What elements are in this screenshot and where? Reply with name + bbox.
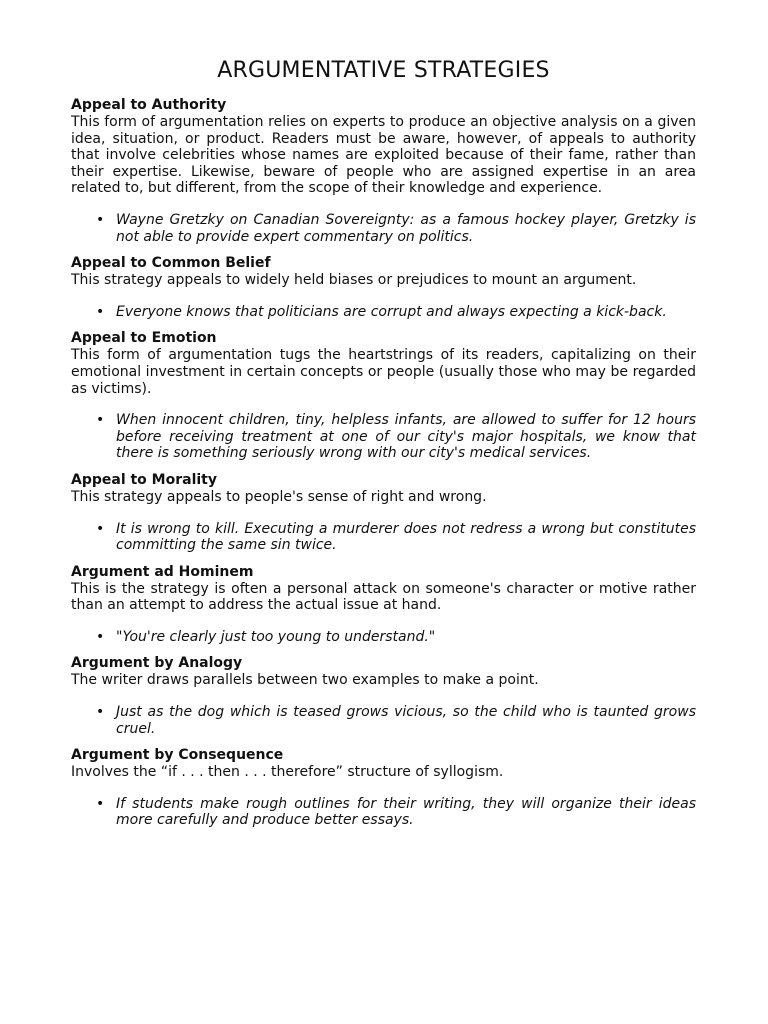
bullet-icon: • bbox=[96, 795, 105, 812]
example-list-item bbox=[71, 521, 696, 554]
section-description: This form of argumentation relies on experts to produce an objective analysis on a given idea, situation, or product. Readers must be aware, however, of appeals to authority that involve celebrities whose names are exploited because of their fame, rather than their expertise. Likewise, beware of people who are assigned expertise in an area related to, but different, from the scope of their knowledge and experience. bbox=[71, 114, 696, 197]
section-description: The writer draws parallels between two examples to make a point. bbox=[71, 672, 539, 689]
bullet-icon: • bbox=[96, 520, 105, 537]
example-text: It is wrong to kill. Executing a murderer does not redress a wrong but constitutes committing the same sin twice. bbox=[116, 520, 696, 554]
section-appeal-to-morality bbox=[71, 472, 696, 554]
section-argument-by-analogy bbox=[71, 655, 696, 737]
section-appeal-to-authority bbox=[71, 97, 696, 245]
bullet-icon: • bbox=[96, 628, 105, 645]
section-argument-ad-hominem bbox=[71, 564, 696, 646]
example-list-item bbox=[71, 304, 696, 321]
section-heading: Argument ad Hominem bbox=[71, 563, 254, 580]
example-list-item bbox=[71, 212, 696, 245]
section-heading: Appeal to Morality bbox=[71, 471, 217, 488]
section-appeal-to-emotion bbox=[71, 330, 696, 462]
bullet-icon: • bbox=[96, 211, 105, 228]
example-text: If students make rough outlines for their writing, they will organize their ideas more carefully and produce better essays. bbox=[116, 795, 696, 829]
section-heading: Appeal to Common Belief bbox=[71, 255, 271, 272]
section-description: This strategy appeals to widely held biases or prejudices to mount an argument. bbox=[71, 272, 637, 289]
example-text: When innocent children, tiny, helpless infants, are allowed to suffer for 12 hours before receiving treatment at one of our city's major hospitals, we know that there is something seriously wrong with our city's medical services. bbox=[116, 412, 696, 462]
example-list-item bbox=[71, 704, 696, 737]
section-description: This is the strategy is often a personal attack on someone's character or motive rather than an attempt to address the actual issue at hand. bbox=[71, 580, 696, 614]
section-argument-by-consequence bbox=[71, 747, 696, 829]
example-text: Just as the dog which is teased grows vicious, so the child who is taunted grows cruel. bbox=[116, 704, 696, 737]
bullet-icon: • bbox=[96, 412, 105, 429]
example-list-item bbox=[71, 796, 696, 829]
section-description: This form of argumentation tugs the heartstrings of its readers, capitalizing on their emotional investment in certain concepts or people (usually those who may be regarded as victims). bbox=[71, 347, 696, 397]
section-heading: Argument by Analogy bbox=[71, 655, 243, 672]
section-description: Involves the “if . . . then . . . therefore” structure of syllogism. bbox=[71, 764, 504, 781]
section-appeal-to-common-belief bbox=[71, 255, 696, 320]
section-heading: Appeal to Authority bbox=[71, 97, 227, 113]
document-title: ARGUMENTATIVE STRATEGIES bbox=[217, 58, 550, 83]
example-list-item bbox=[71, 412, 696, 462]
example-text: Everyone knows that politicians are corrupt and always expecting a kick-back. bbox=[116, 303, 667, 320]
section-description: This strategy appeals to people's sense of right and wrong. bbox=[71, 488, 487, 505]
example-list-item bbox=[71, 629, 696, 646]
example-text: "You're clearly just too young to understand." bbox=[116, 628, 436, 645]
section-heading: Argument by Consequence bbox=[71, 747, 284, 764]
bullet-icon: • bbox=[96, 704, 105, 721]
example-text: Wayne Gretzky on Canadian Sovereignty: as a famous hockey player, Gretzky is not able to provide expert commentary on politics. bbox=[116, 211, 696, 245]
bullet-icon: • bbox=[96, 303, 105, 320]
section-heading: Appeal to Emotion bbox=[71, 330, 217, 347]
